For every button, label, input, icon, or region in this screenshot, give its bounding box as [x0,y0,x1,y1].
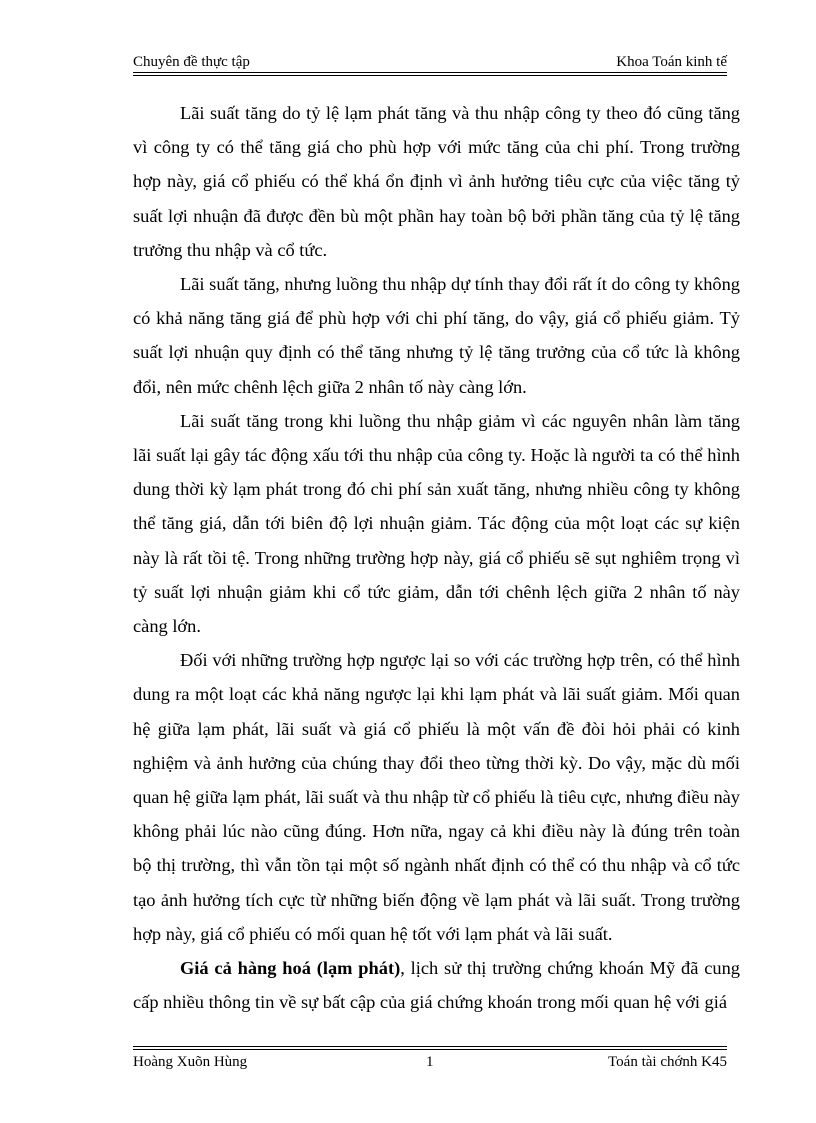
paragraph-5 [133,951,740,1019]
document-body [133,96,740,1019]
paragraph-3: Lãi suất tăng trong khi luồng thu nhập giảm vì các nguyên nhân làm tăng lãi suất lại gây tác động xấu tới thu nhập của công ty. Hoặc là người ta có thể hình dung thời kỳ lạm phát trong đó chi phí sản xuất tăng, nhưng nhiều công ty không thể tăng giá, dẫn tới biên độ lợi nhuận giảm. Tác động của một loạt các sự kiện này là rất tồi tệ. Trong những trường hợp này, giá cổ phiếu sẽ sụt nghiêm trọng vì tỷ suất lợi nhuận giảm khi cổ tức giảm, dẫn tới chênh lệch giữa 2 nhân tố này càng lớn. [133,410,740,637]
footer-course: Toán tài chớnh K45 [608,1054,727,1070]
footer-author: Hoàng Xuõn Hùng [133,1054,248,1070]
paragraph-1: Lãi suất tăng do tỷ lệ lạm phát tăng và thu nhập công ty theo đó cũng tăng vì công ty có thể tăng giá cho phù hợp với mức tăng của chi phí. Trong trường hợp này, giá cổ phiếu có thể khá ổn định vì ảnh hưởng tiêu cực của việc tăng tỷ suất lợi nhuận đã được đền bù một phần hay toàn bộ bởi phần tăng của tỷ lệ tăng trưởng thu nhập và cổ tức. [133,103,740,260]
paragraph-5-text: , lịch sử thị trường chứng khoán Mỹ đã cung cấp nhiều thông tin về sự bất cập của giá chứng khoán trong mối quan hệ với giá [133,958,740,1013]
paragraph-2: Lãi suất tăng, nhưng luồng thu nhập dự tính thay đổi rất ít do công ty không có khả năng tăng giá để phù hợp với chi phí tăng, do vậy, giá cổ phiếu giảm. Tỷ suất lợi nhuận quy định có thể tăng nhưng tỷ lệ tăng trưởng của cổ tức là không đổi, nên mức chênh lệch giữa 2 nhân tố này càng lớn. [133,274,740,397]
footer-rule [133,1046,727,1050]
page-header [133,52,727,74]
bold-lead-2: lạm phát [322,958,395,979]
header-right-text: Khoa Toán kinh tế [616,54,727,70]
paragraph-4: Đối với những trường hợp ngược lại so với các trường hợp trên, có thể hình dung ra một loạt các khả năng ngược lại khi lạm phát và lãi suất giảm. Mối quan hệ giữa lạm phát, lãi suất và giá cổ phiếu là một vấn đề đòi hỏi phải có kinh nghiệm và ảnh hưởng của chúng thay đổi theo từng thời kỳ. Do vậy, mặc dù mối quan hệ giữa lạm phát, lãi suất và thu nhập từ cổ phiếu là tiêu cực, nhưng điều này không phải lúc nào cũng đúng. Hơn nữa, ngay cả khi điều này là đúng trên toàn bộ thị trường, thì vẫn tồn tại một số ngành nhất định có thể có thu nhập và cổ tức tạo ảnh hưởng tích cực từ những biến động về lạm phát và lãi suất. Trong trường hợp này, giá cổ phiếu có mối quan hệ tốt với lạm phát và lãi suất. [133,650,740,944]
header-left-text: Chuyên đề thực tập [133,54,250,70]
bold-lead-1: Giá cả hàng hoá ( [180,958,323,979]
bold-lead-3: ) [394,958,401,979]
page-footer [133,1054,727,1076]
header-rule [133,72,727,76]
page-number: 1 [426,1054,434,1070]
